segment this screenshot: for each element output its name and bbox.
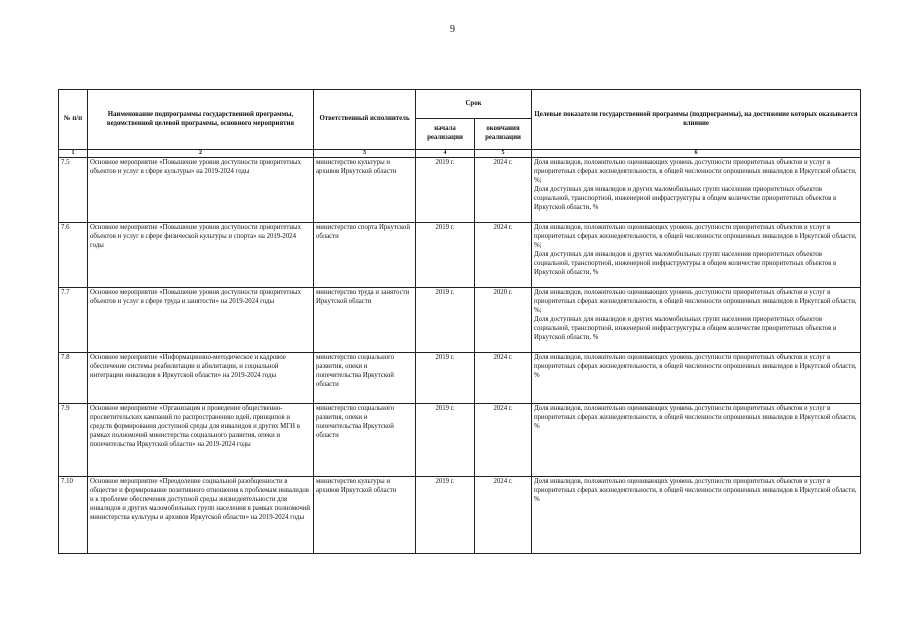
row-end: 2024 г. [475, 353, 532, 404]
row-indicators [532, 477, 861, 554]
table-row [59, 158, 861, 223]
row-indicators [532, 404, 861, 477]
header-indicators: Целевые показатели государственной программы (подпрограммы), на достижение которых оказывается влияние [532, 90, 861, 150]
header-start: начала реализации [416, 119, 475, 150]
row-executor: министерство культуры и архивов Иркутской области [314, 158, 416, 223]
row-name: Основное мероприятие «Преодоление социальной разобщенности в обществе и формирование позитивного отношения к проблемам инвалидов и к проблеме обеспечения доступной среды жизнедеятельности для инвалидов и других маломобильных групп населения в рамках полномочий министерства культуры и архивов Иркутской области» на 2019-2024 годы [88, 477, 314, 554]
program-table [58, 89, 861, 554]
column-number: 5 [475, 150, 532, 158]
row-indicators [532, 353, 861, 404]
row-start: 2019 г. [416, 158, 475, 223]
row-name: Основное мероприятие «Повышение уровня доступности приоритетных объектов и услуг в сфере культуры» на 2019-2024 годы [88, 158, 314, 223]
row-end: 2024 г. [475, 223, 532, 288]
row-name: Основное мероприятие «Повышение уровня доступности приоритетных объектов и услуг в сфере труда и занятости» на 2019-2024 годы [88, 288, 314, 353]
row-end: 2024 г. [475, 404, 532, 477]
row-indicators [532, 223, 861, 288]
table-row [59, 288, 861, 353]
indicator-text: Доля инвалидов, положительно оценивающих уровень доступности приоритетных объектов и услуг в приоритетных сферах жизнедеятельности, в общей численности опрошенных инвалидов в Иркутской области, % [534, 478, 857, 503]
row-start: 2019 г. [416, 353, 475, 404]
row-name: Основное мероприятие «Повышение уровня доступности приоритетных объектов и услуг в сфере физической культуры и спорта» на 2019-2024 годы [88, 223, 314, 288]
indicator-text: Доля доступных для инвалидов и других маломобильных групп населения приоритетных объектов социальной, транспортной, инженерной инфраструктуры в общем количестве приоритетных объектов в Иркутской области, % [534, 250, 837, 276]
row-end: 2024 г. [475, 477, 532, 554]
row-end: 2024 г. [475, 158, 532, 223]
row-start: 2019 г. [416, 477, 475, 554]
row-executor: министерство социального развития, опеки и попечительства Иркутской области [314, 404, 416, 477]
header-name: Наименование подпрограммы государственной программы, ведомственной целевой программы, основного мероприятия [88, 90, 314, 150]
row-start: 2019 г. [416, 288, 475, 353]
header-end: окончания реализации [475, 119, 532, 150]
row-number: 7.6 [59, 223, 88, 288]
row-number: 7.8 [59, 353, 88, 404]
column-number: 4 [416, 150, 475, 158]
indicator-text: Доля инвалидов, положительно оценивающих уровень доступности приоритетных объектов и услуг в приоритетных сферах жизнедеятельности, в общей численности опрошенных инвалидов в Иркутской области, % [534, 405, 857, 430]
row-executor: министерство труда и занятости Иркутской области [314, 288, 416, 353]
column-number: 3 [314, 150, 416, 158]
indicator-text: Доля инвалидов, положительно оценивающих уровень доступности приоритетных объектов и услуг в приоритетных сферах жизнедеятельности, в общей численности опрошенных инвалидов в Иркутской области, %; [534, 289, 857, 314]
row-indicators [532, 158, 861, 223]
row-name: Основное мероприятие «Информационно-методическое и кадровое обеспечение системы реабилитации и абилитации, и социальной интеграции инвалидов в Иркутской области» на 2019-2024 годы [88, 353, 314, 404]
row-executor: министерство культуры и архивов Иркутской области [314, 477, 416, 554]
row-indicators [532, 288, 861, 353]
row-executor: министерство социального развития, опеки и попечительства Иркутской области [314, 353, 416, 404]
column-number: 6 [532, 150, 861, 158]
column-number-row [59, 150, 861, 158]
table-row [59, 404, 861, 477]
row-start: 2019 г. [416, 223, 475, 288]
table-row [59, 477, 861, 554]
column-number: 2 [88, 150, 314, 158]
indicator-text: Доля инвалидов, положительно оценивающих уровень доступности приоритетных объектов и услуг в приоритетных сферах жизнедеятельности, в общей численности опрошенных инвалидов в Иркутской области, %; [534, 224, 857, 249]
page-number: 9 [450, 24, 455, 35]
row-number: 7.9 [59, 404, 88, 477]
row-number: 7.10 [59, 477, 88, 554]
indicator-text: Доля инвалидов, положительно оценивающих уровень доступности приоритетных объектов и услуг в приоритетных сферах жизнедеятельности, в общей численности опрошенных инвалидов в Иркутской области, % [534, 354, 857, 379]
row-executor: министерство спорта Иркутской области [314, 223, 416, 288]
row-number: 7.5 [59, 158, 88, 223]
row-name: Основное мероприятие «Организация и проведение общественно-просветительских кампаний по распространению идей, принципов и средств формирования доступной среды для инвалидов и других МГН в рамках полномочий министерства социального развития, опеки и попечительства Иркутской области» на 2019-2024 годы [88, 404, 314, 477]
table-row [59, 353, 861, 404]
header-executor: Ответственный исполнитель [314, 90, 416, 150]
table-row [59, 223, 861, 288]
row-number: 7.7 [59, 288, 88, 353]
row-end: 2020 г. [475, 288, 532, 353]
indicator-text: Доля доступных для инвалидов и других маломобильных групп населения приоритетных объектов социальной, транспортной, инженерной инфраструктуры в общем количестве приоритетных объектов в Иркутской области, % [534, 185, 837, 211]
indicator-text: Доля инвалидов, положительно оценивающих уровень доступности приоритетных объектов и услуг в приоритетных сферах жизнедеятельности, в общей численности опрошенных инвалидов в Иркутской области, %; [534, 159, 857, 184]
header-term: Срок [416, 90, 532, 119]
indicator-text: Доля доступных для инвалидов и других маломобильных групп населения приоритетных объектов социальной, транспортной, инженерной инфраструктуры в общем количестве приоритетных объектов в Иркутской области, % [534, 315, 837, 341]
row-start: 2019 г. [416, 404, 475, 477]
header-row [59, 90, 861, 119]
column-number: 1 [59, 150, 88, 158]
header-num: № п/п [59, 90, 88, 150]
